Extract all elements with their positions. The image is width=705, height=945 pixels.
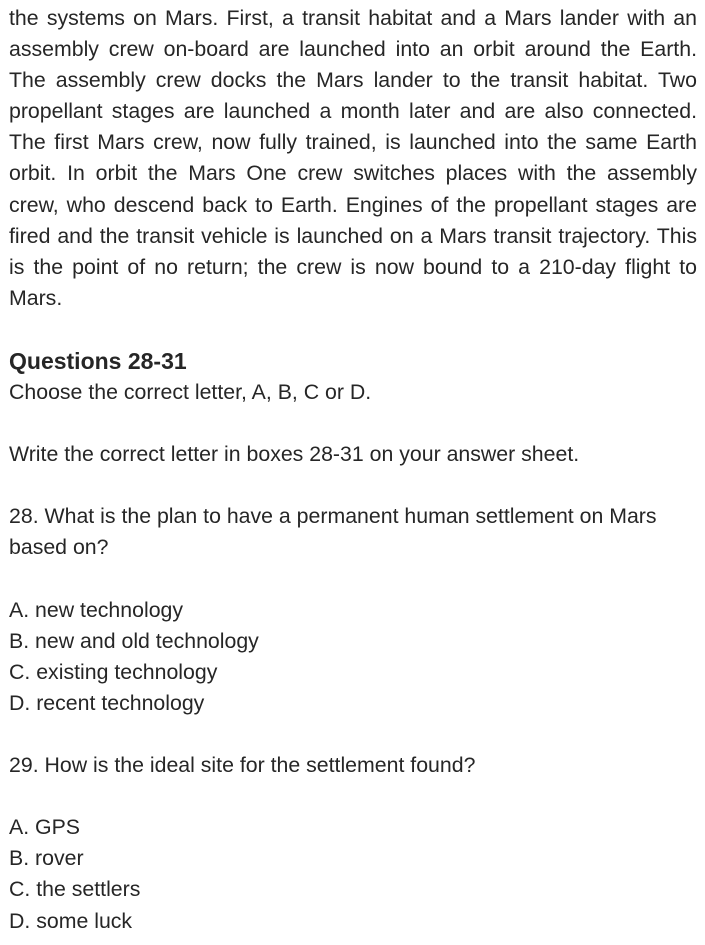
option-d: D. some luck (9, 908, 133, 933)
question-28 (9, 501, 697, 719)
instruction-choose-letter: Choose the correct letter, A, B, C or D. (9, 379, 372, 404)
option-c: C. existing technology (9, 659, 218, 684)
option-a: A. GPS (9, 815, 81, 840)
option-d: D. recent technology (9, 690, 205, 715)
spacer (9, 564, 697, 595)
option-b: B. new and old technology (9, 628, 259, 653)
answer-options (9, 595, 697, 719)
spacer (9, 781, 697, 812)
question-29 (9, 750, 697, 937)
answer-options (9, 812, 697, 936)
spacer (9, 470, 697, 501)
spacer (9, 408, 697, 439)
passage-paragraph: the systems on Mars. First, a transit habitat and a Mars lander with an assembly crew on-board are launched into an orbit around the Earth. The assembly crew docks the Mars lander to the transit habitat. Two propellant stages are launched a month later and are also connected. The first Mars crew, now fully trained, is launched into the same Earth orbit. In orbit the Mars One crew switches places with the assembly crew, who descend back to Earth. Engines of the propellant stages are fired and the transit vehicle is launched on a Mars transit trajectory. This is the point of no return; the crew is now bound to a 210-day flight to Mars. (9, 6, 697, 310)
option-b: B. rover (9, 846, 84, 871)
question-text: 29. How is the ideal site for the settlement found? (9, 753, 476, 778)
option-c: C. the settlers (9, 877, 141, 902)
instruction-answer-sheet: Write the correct letter in boxes 28-31 on your answer sheet. (9, 442, 580, 467)
spacer (9, 719, 697, 750)
questions-heading: Questions 28-31 (9, 347, 187, 374)
option-a: A. new technology (9, 597, 184, 622)
question-text: 28. What is the plan to have a permanent human settlement on Mars based on? (9, 504, 657, 560)
